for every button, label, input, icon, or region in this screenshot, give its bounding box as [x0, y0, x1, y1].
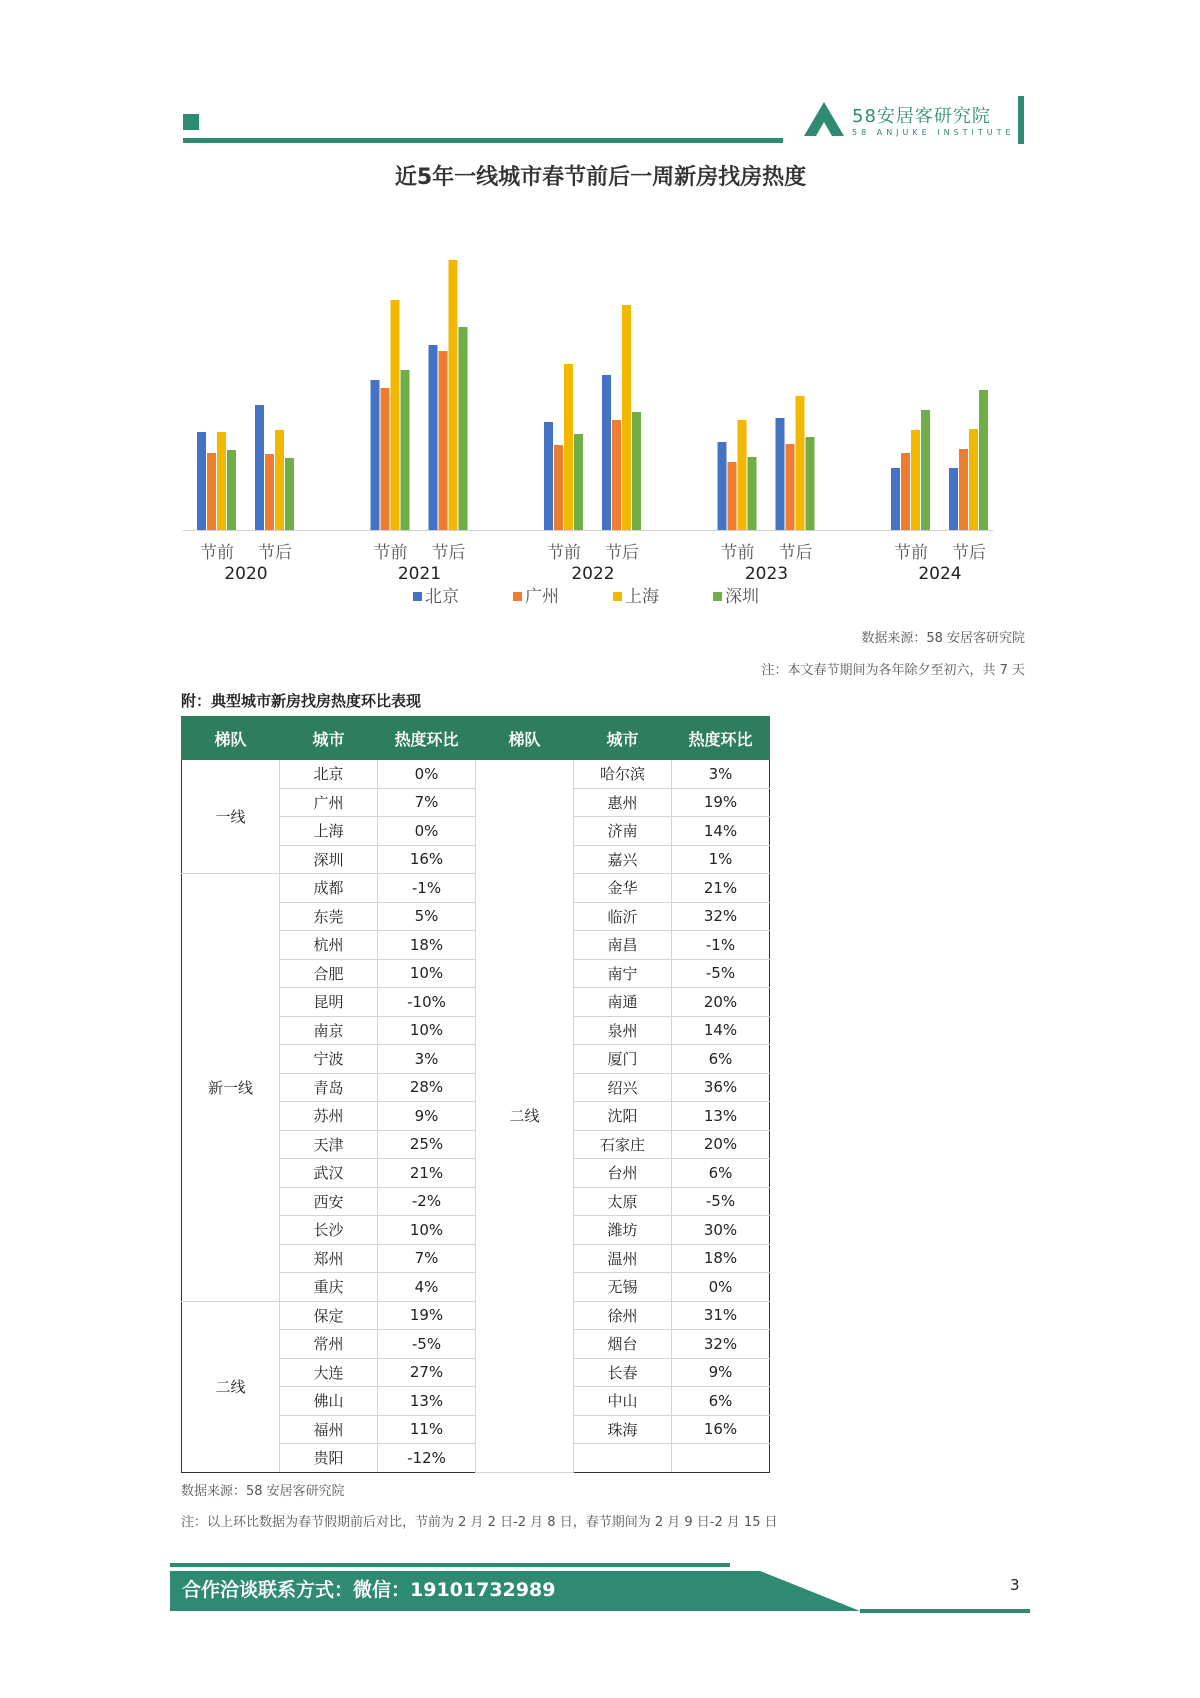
city-cell: 广州 [280, 788, 378, 817]
table-row [182, 760, 770, 789]
city-cell: 沈阳 [574, 1102, 672, 1131]
city-cell: 厦门 [574, 1045, 672, 1074]
x-tick-label: 节前 [720, 543, 755, 563]
x-group-label: 2022 [571, 564, 615, 584]
bar-上海-2024-节后 [969, 429, 978, 530]
header-cell: 城市 [280, 717, 378, 760]
heat-cell: -5% [378, 1330, 476, 1359]
city-cell: 临沂 [574, 902, 672, 931]
heat-cell: 36% [672, 1073, 770, 1102]
bar-北京-2020-节后 [255, 405, 264, 530]
city-cell: 贵阳 [280, 1444, 378, 1473]
city-cell: 中山 [574, 1387, 672, 1416]
city-cell: 石家庄 [574, 1130, 672, 1159]
heat-cell: 9% [378, 1102, 476, 1131]
heat-cell: 10% [378, 959, 476, 988]
city-cell: 常州 [280, 1330, 378, 1359]
header-cell: 热度环比 [378, 717, 476, 760]
heat-cell: 21% [378, 1159, 476, 1188]
city-cell: 台州 [574, 1159, 672, 1188]
x-tick-label: 节前 [200, 543, 234, 563]
heat-cell: 32% [672, 1330, 770, 1359]
x-tick-label: 节后 [258, 543, 292, 563]
heat-cell: 7% [378, 1244, 476, 1273]
bar-上海-2020-节后 [275, 430, 284, 530]
heat-cell: 27% [378, 1358, 476, 1387]
heat-cell [672, 1444, 770, 1473]
bar-广州-2024-节前 [901, 453, 910, 530]
city-cell: 长沙 [280, 1216, 378, 1245]
legend-label: 上海 [625, 587, 659, 607]
bar-上海-2020-节前 [217, 432, 226, 530]
city-cell: 宁波 [280, 1045, 378, 1074]
city-cell: 泉州 [574, 1016, 672, 1045]
city-cell: 南昌 [574, 931, 672, 960]
city-cell: 苏州 [280, 1102, 378, 1131]
heat-cell: 20% [672, 1130, 770, 1159]
heat-cell: 16% [672, 1415, 770, 1444]
page-number: 3 [1010, 1576, 1020, 1594]
city-cell: 上海 [280, 817, 378, 846]
chart-source: 数据来源：58 安居客研究院 [861, 631, 1025, 646]
heat-cell: 14% [672, 1016, 770, 1045]
header-rule [183, 138, 783, 143]
x-tick-label: 节前 [894, 543, 928, 563]
legend-label: 深圳 [725, 587, 759, 607]
bar-北京-2021-节前 [371, 380, 380, 530]
tier-cell: 新一线 [182, 874, 280, 1302]
bar-深圳-2023-节后 [806, 437, 815, 530]
city-cell: 武汉 [280, 1159, 378, 1188]
city-cell: 太原 [574, 1187, 672, 1216]
city-cell: 惠州 [574, 788, 672, 817]
city-cell: 嘉兴 [574, 845, 672, 874]
heat-cell: 30% [672, 1216, 770, 1245]
heat-cell: 6% [672, 1387, 770, 1416]
logo-subtitle: 58 ANJUKE INSTITUTE [852, 128, 1015, 137]
legend-swatch [513, 592, 522, 601]
x-tick-label: 节前 [373, 543, 408, 563]
legend-swatch [713, 592, 722, 601]
bar-广州-2023-节后 [786, 444, 795, 530]
bar-深圳-2023-节前 [748, 457, 757, 530]
bar-北京-2020-节前 [197, 432, 206, 530]
city-cell: 成都 [280, 874, 378, 903]
heat-cell: 31% [672, 1301, 770, 1330]
city-cell: 北京 [280, 760, 378, 789]
city-cell: 南宁 [574, 959, 672, 988]
x-tick-label: 节后 [431, 543, 466, 563]
x-tick-label: 节后 [952, 543, 986, 563]
heat-cell: 18% [378, 931, 476, 960]
table-title: 附：典型城市新房找房热度环比表现 [181, 692, 422, 710]
heat-cell: 14% [672, 817, 770, 846]
city-cell: 长春 [574, 1358, 672, 1387]
city-cell: 天津 [280, 1130, 378, 1159]
city-cell: 潍坊 [574, 1216, 672, 1245]
city-cell: 合肥 [280, 959, 378, 988]
bar-广州-2024-节后 [959, 449, 968, 530]
tier-cell: 二线 [476, 760, 574, 1473]
legend-label: 北京 [425, 587, 459, 607]
heat-cell: 21% [672, 874, 770, 903]
heat-cell: 13% [672, 1102, 770, 1131]
bar-深圳-2021-节前 [401, 370, 410, 530]
city-cell: 珠海 [574, 1415, 672, 1444]
legend-swatch [413, 592, 422, 601]
heat-cell: 19% [378, 1301, 476, 1330]
city-cell: 南京 [280, 1016, 378, 1045]
bar-深圳-2020-节后 [285, 458, 294, 530]
city-cell: 西安 [280, 1187, 378, 1216]
header-cell: 热度环比 [672, 717, 770, 760]
bar-北京-2024-节前 [891, 468, 900, 530]
heat-cell: 6% [672, 1159, 770, 1188]
city-cell [574, 1444, 672, 1473]
heat-cell: -12% [378, 1444, 476, 1473]
heat-cell: 7% [378, 788, 476, 817]
bar-深圳-2022-节前 [574, 434, 583, 530]
bar-深圳-2024-节前 [921, 410, 930, 530]
bar-北京-2022-节后 [602, 375, 611, 530]
city-cell: 昆明 [280, 988, 378, 1017]
tier-cell: 二线 [182, 1301, 280, 1472]
city-cell: 无锡 [574, 1273, 672, 1302]
bar-广州-2021-节后 [439, 351, 448, 530]
bar-广州-2023-节前 [728, 462, 737, 530]
city-cell: 哈尔滨 [574, 760, 672, 789]
bar-上海-2022-节前 [564, 364, 573, 530]
heat-cell: 9% [672, 1358, 770, 1387]
logo-name: 58安居客研究院 [852, 106, 991, 127]
chart-note: 注：本文春节期间为各年除夕至初六，共 7 天 [761, 663, 1025, 678]
heat-cell: 25% [378, 1130, 476, 1159]
bar-广州-2022-节后 [612, 420, 621, 530]
heat-cell: -10% [378, 988, 476, 1017]
bar-上海-2023-节前 [738, 420, 747, 530]
heat-table [181, 716, 770, 1473]
heat-cell: 18% [672, 1244, 770, 1273]
heat-cell: -5% [672, 1187, 770, 1216]
heat-cell: 0% [378, 817, 476, 846]
bar-北京-2023-节前 [718, 442, 727, 530]
heat-cell: 32% [672, 902, 770, 931]
heat-cell: 0% [378, 760, 476, 789]
heat-cell: -5% [672, 959, 770, 988]
city-cell: 大连 [280, 1358, 378, 1387]
x-group-label: 2023 [744, 564, 789, 584]
heat-cell: 16% [378, 845, 476, 874]
heat-cell: 11% [378, 1415, 476, 1444]
bar-广州-2020-节前 [207, 453, 216, 530]
bar-深圳-2020-节前 [227, 450, 236, 530]
x-group-label: 2020 [224, 564, 268, 584]
header-cell: 城市 [574, 717, 672, 760]
footer-contact: 合作洽谈联系方式：微信：19101732989 [182, 1579, 556, 1601]
bar-深圳-2024-节后 [979, 390, 988, 530]
bar-上海-2024-节前 [911, 430, 920, 530]
bar-广州-2020-节后 [265, 454, 274, 530]
bar-chart [183, 200, 1018, 620]
heat-cell: 10% [378, 1016, 476, 1045]
header-square-icon [183, 114, 199, 130]
x-group-label: 2021 [397, 564, 442, 584]
city-cell: 深圳 [280, 845, 378, 874]
heat-cell: -2% [378, 1187, 476, 1216]
heat-cell: -1% [378, 874, 476, 903]
bar-广州-2021-节前 [381, 388, 390, 530]
bar-上海-2023-节后 [796, 396, 805, 530]
city-cell: 郑州 [280, 1244, 378, 1273]
bar-广州-2022-节前 [554, 445, 563, 530]
x-tick-label: 节后 [605, 543, 639, 563]
bar-上海-2021-节后 [449, 260, 458, 530]
bar-北京-2024-节后 [949, 468, 958, 530]
city-cell: 温州 [574, 1244, 672, 1273]
x-group-label: 2024 [918, 564, 962, 584]
city-cell: 绍兴 [574, 1073, 672, 1102]
heat-cell: 19% [672, 788, 770, 817]
bar-上海-2021-节前 [391, 300, 400, 530]
city-cell: 杭州 [280, 931, 378, 960]
heat-cell: 3% [672, 760, 770, 789]
heat-cell: 28% [378, 1073, 476, 1102]
table-header-row [182, 717, 770, 760]
table-source: 数据来源：58 安居客研究院 [181, 1484, 345, 1499]
city-cell: 烟台 [574, 1330, 672, 1359]
x-tick-label: 节后 [778, 543, 813, 563]
bar-深圳-2022-节后 [632, 412, 641, 530]
bar-北京-2021-节后 [429, 345, 438, 530]
city-cell: 福州 [280, 1415, 378, 1444]
heat-cell: 20% [672, 988, 770, 1017]
heat-cell: 0% [672, 1273, 770, 1302]
city-cell: 保定 [280, 1301, 378, 1330]
bar-上海-2022-节后 [622, 305, 631, 530]
city-cell: 济南 [574, 817, 672, 846]
heat-cell: 10% [378, 1216, 476, 1245]
city-cell: 徐州 [574, 1301, 672, 1330]
header-cell: 梯队 [476, 717, 574, 760]
heat-cell: 6% [672, 1045, 770, 1074]
tier-cell: 一线 [182, 760, 280, 874]
city-cell: 青岛 [280, 1073, 378, 1102]
heat-cell: 3% [378, 1045, 476, 1074]
city-cell: 重庆 [280, 1273, 378, 1302]
heat-cell: 13% [378, 1387, 476, 1416]
legend-label: 广州 [525, 587, 559, 607]
heat-cell: 4% [378, 1273, 476, 1302]
bar-北京-2023-节后 [776, 418, 785, 530]
header-cell: 梯队 [182, 717, 280, 760]
city-cell: 东莞 [280, 902, 378, 931]
bar-深圳-2021-节后 [459, 327, 468, 530]
legend-swatch [613, 592, 622, 601]
heat-cell: 1% [672, 845, 770, 874]
heat-cell: -1% [672, 931, 770, 960]
header-vertical-bar [1018, 96, 1024, 144]
city-cell: 南通 [574, 988, 672, 1017]
table-note: 注：以上环比数据为春节假期前后对比，节前为 2 月 2 日-2 月 8 日，春节期间为 2 月 9 日-2 月 15 日 [181, 1515, 778, 1530]
bar-北京-2022-节前 [544, 422, 553, 530]
city-cell: 佛山 [280, 1387, 378, 1416]
city-cell: 金华 [574, 874, 672, 903]
heat-cell: 5% [378, 902, 476, 931]
x-tick-label: 节前 [547, 543, 581, 563]
chart-title: 近5年一线城市春节前后一周新房找房热度 [394, 165, 807, 190]
